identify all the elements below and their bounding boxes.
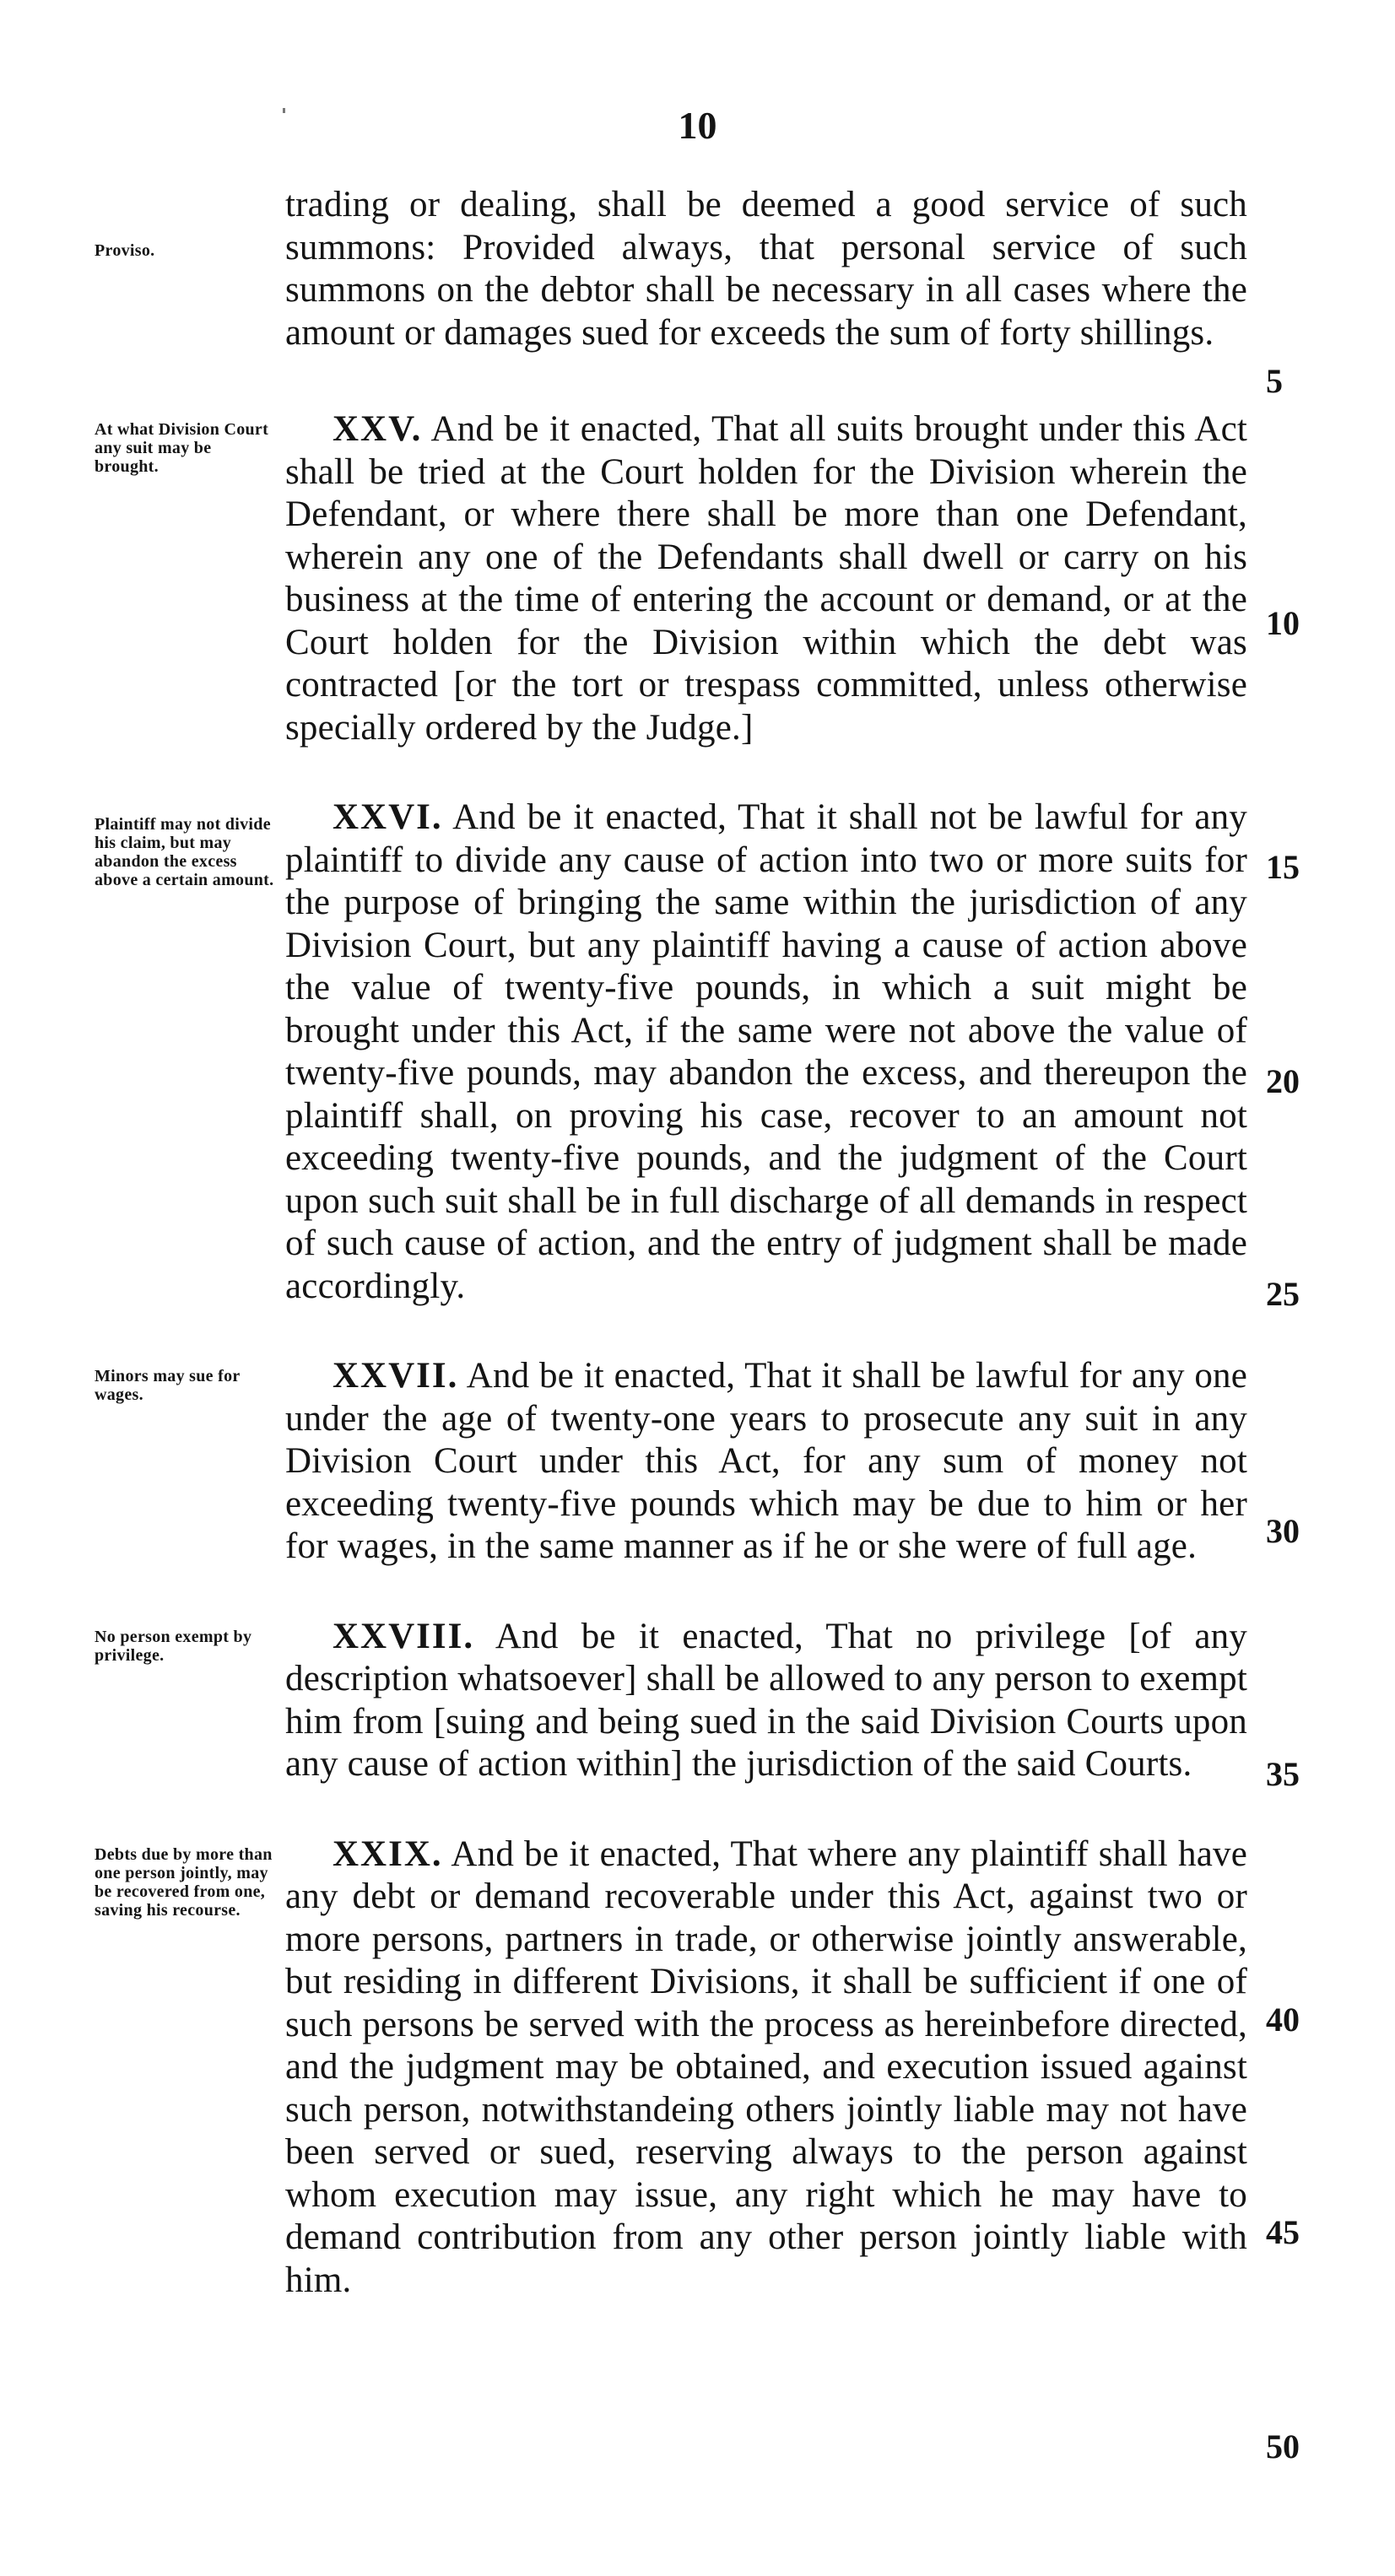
margin-note: No person exempt by privilege. <box>95 1627 252 1665</box>
page-number: 10 <box>678 104 717 147</box>
line-number: 5 <box>1266 362 1283 400</box>
section-text <box>285 1355 1247 1569</box>
margin-note-proviso: Proviso. <box>95 241 155 260</box>
section-number: XXV. <box>333 409 423 449</box>
section-text <box>285 408 1247 749</box>
line-number: 50 <box>1266 2427 1300 2465</box>
paragraph-body: And be it enacted, That no privilege [of any description whatsoever] shall be allowed to any person to exempt him from [suing and being sued in the said Division Courts upon any cause of action within] the jurisdiction of the said Courts. <box>285 1616 1248 1784</box>
line-number: 30 <box>1266 1512 1300 1550</box>
section-number: XXVII. <box>333 1356 459 1396</box>
line-number: 25 <box>1266 1275 1300 1313</box>
section-xxvi <box>0 797 1395 1308</box>
margin-note: Debts due by more than one person jointly, may be recovered from one, saving his recourse. <box>95 1844 273 1920</box>
line-number: 10 <box>1266 604 1300 642</box>
margin-note: At what Division Court any suit may be brought. <box>95 420 269 476</box>
sections <box>0 184 1395 2349</box>
paragraph-body: And be it enacted, That where any plaintiff shall have any debt or demand recoverable under this Act, against two or more persons, partners in trade, or otherwise jointly answerable, but residing in different Divisions, it shall be sufficient if one of such persons be served with the process as hereinbefore directed, and the judgment may be obtained, and execution issued against such person, notwithstandeing others jointly liable may not have been served or sued, reserving always to the person against whom execution may issue, any right which he may have to demand contribution from any other person jointly liable with him. <box>285 1833 1248 2300</box>
section-xxix <box>0 1833 1395 2303</box>
section-text <box>285 1616 1247 1786</box>
margin-note: Plaintiff may not divide his claim, but may abandon the excess above a certain amount. <box>95 815 274 889</box>
ink-speck <box>283 108 285 113</box>
margin-note: Minors may sue for wages. <box>95 1367 241 1404</box>
section-text <box>285 1833 1247 2303</box>
line-number: 45 <box>1266 2213 1300 2251</box>
paragraph-body: And be it enacted, That it shall be lawful for any one under the age of twenty-one years to prosecute any suit in any Division Court under this Act, for any sum of money not exceeding twenty-five pounds which may be due to him or her for wages, in the same manner as if he or she were of full age. <box>285 1356 1248 1566</box>
paragraph-body: And be it enacted, That all suits brought under this Act shall be tried at the Court holden for the Division wherein the Defendant, or where there shall be more than one Defendant, wherein any one of the Defendants shall dwell or carry on his business at the time of entering the account or demand, or at the Court holden for the Division within which the debt was contracted [or the tort or trespass committed, unless otherwise specially ordered by the Judge.] <box>285 409 1247 748</box>
section-xxvii <box>0 1355 1395 1569</box>
line-number: 35 <box>1266 1755 1300 1793</box>
section-text <box>285 797 1247 1308</box>
paragraph-body: trading or dealing, shall be deemed a good service of such summons: Provided always, that personal service of such summons on the debtor shall be necessary in all cases where the amount or damages sued for exceeds the sum of forty shillings. <box>285 185 1247 353</box>
section-continuation <box>0 184 1395 354</box>
line-number: 15 <box>1266 848 1300 886</box>
section-number: XXVI. <box>333 797 443 837</box>
section-text <box>285 184 1247 354</box>
line-number: 40 <box>1266 2001 1300 2039</box>
section-number: XXVIII. <box>333 1616 475 1656</box>
section-xxv <box>0 408 1395 749</box>
section-number: XXIX. <box>333 1833 443 1874</box>
section-xxviii <box>0 1616 1395 1786</box>
paragraph-body: And be it enacted, That it shall not be lawful for any plaintiff to divide any cause of action into two or more suits for the purpose of bringing the same within the jurisdiction of any Division Court, but any plaintiff having a cause of action above the value of twenty-five pounds, in which a suit might be brought under this Act, if the same were not above the value of twenty-five pounds, may abandon the excess, and thereupon the plaintiff shall, on proving his case, recover to an amount not exceeding twenty-five pounds, and the judgment of the Court upon such suit shall be in full discharge of all demands in respect of such cause of action, and the entry of judgment shall be made accordingly. <box>285 797 1248 1306</box>
line-number: 20 <box>1266 1062 1300 1100</box>
